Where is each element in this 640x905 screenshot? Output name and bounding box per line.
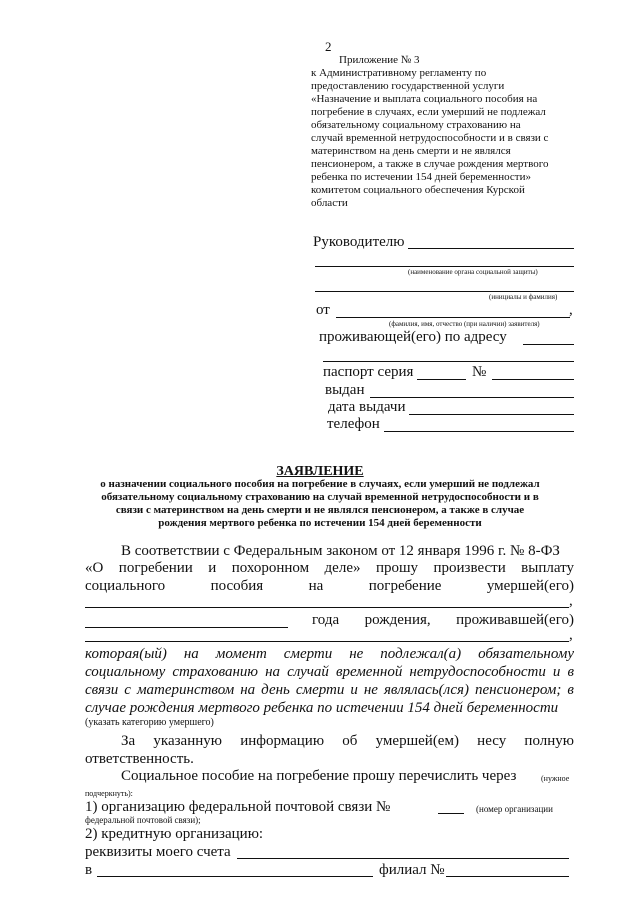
italic-line: случае рождения мертвого ребенка по истечении 154 дней беременности [85,700,559,716]
word: обязательному [478,646,574,662]
word: которая(ый) [85,646,167,662]
word: смерти [295,682,345,698]
annex-title: Приложение № 3 [339,54,420,66]
annex-line: комитетом социального обеспечения Курской [311,184,525,196]
bank-name-field[interactable] [97,876,373,877]
word: временной [335,664,403,680]
word: и [350,682,358,698]
word: проживавшей(его) [456,612,574,628]
branch-number-field[interactable] [446,876,569,877]
initials-field[interactable] [315,291,574,292]
body-line-justified [312,612,574,629]
annex-line: ребенка по истечении 154 дней беременности» [311,171,531,183]
word: погребении [118,560,193,576]
postal-number-field[interactable] [438,813,464,814]
word: произвести [433,560,506,576]
word: об [342,733,358,749]
phone-label: телефон [327,416,380,432]
from-field[interactable] [336,317,570,318]
annex-line: области [311,197,348,209]
annex-line: предоставлению государственной услуги [311,80,505,92]
word: день [261,682,290,698]
residing-label: проживающей(его) по адресу [319,329,507,345]
statement-subtitle-line: обязательному социальному страхованию на случай временной нетрудоспособности и в [101,491,539,503]
word: и [208,560,217,576]
word: в [567,664,574,680]
word: случай [287,664,329,680]
deceased-address-field[interactable] [85,641,569,642]
annex-line: «Назначение и выплата социального пособия на [311,93,538,105]
word: выплату [521,560,574,576]
initials-caption: (инициалы и фамилия) [489,293,558,301]
transfer-note: (нужное [541,774,570,783]
passport-label: паспорт серия [323,364,414,380]
word: на [265,664,281,680]
transfer-note: подчеркнуть): [85,789,133,798]
statement-subtitle-line: о назначении социального пособия на погребение в случаях, если умерший не подлежал [100,478,540,490]
word: подлежал(а) [380,646,462,662]
issued-label: выдан [325,382,365,398]
word: страхованию [172,664,259,680]
word: связи [85,682,119,698]
passport-number-field[interactable] [492,379,574,380]
statement-subtitle-line: рождения мертвого ребенка по истечении 154 дней беременности [158,517,482,529]
word: нетрудоспособности [409,664,546,680]
category-caption: (указать категорию умершего) [85,717,214,728]
italic-line [85,646,574,663]
word: с [124,682,131,698]
comma: , [569,627,573,643]
word: пенсионером; [475,682,562,698]
word: не [349,646,364,662]
number-label: № [472,364,487,380]
word: материнством [136,682,235,698]
branch-label: филиал № [379,862,445,878]
passport-series-field[interactable] [417,379,466,380]
word: на [183,646,199,662]
head-field[interactable] [408,248,574,249]
word: умершей(его) [486,578,574,594]
annex-line: пенсионером, а также в случае рождения мертвого [311,158,549,170]
italic-line [85,664,574,681]
statement-subtitle-line: связи с материнством на день смерти и не являлся пенсионером, а также в случае [115,504,525,516]
account-field[interactable] [237,858,569,859]
org-caption: (наименование органа социальной защиты) [408,268,538,276]
birth-year-field[interactable] [85,627,288,628]
issue-date-field[interactable] [409,414,574,415]
option-postal-note: (номер организации [476,804,553,814]
body-line: В соответствии с Федеральным законом от 12 января 1996 г. № 8-ФЗ [121,543,560,559]
annex-line: к Административному регламенту по [311,67,487,79]
annex-line: обязательному социальному страхованию на [311,119,521,131]
head-label: Руководителю [313,234,405,250]
from-label: от [316,302,330,318]
word: года [312,612,340,628]
word: похоронном [231,560,310,576]
word: несу [477,733,507,749]
annex-line: погребение в случаях, если умерший не подлежал [311,106,546,118]
annex-line: случай временной нетрудоспособности и в связи с [311,132,549,144]
from-comma: , [569,302,573,318]
word: умершей(ем) [375,733,459,749]
word: указанную [153,733,222,749]
transfer-line: Социальное пособие на погребение прошу перечислить через [121,768,517,784]
word: информацию [240,733,325,749]
word: на [308,578,324,594]
statement-title: ЗАЯВЛЕНИЕ [276,464,364,479]
word: «О [85,560,104,576]
italic-line [85,682,574,699]
option-bank[interactable]: 2) кредитную организацию: [85,826,264,842]
word: в [567,682,574,698]
body-line-justified [85,560,574,577]
word: деле» [324,560,361,576]
body-line: ответственность. [85,751,194,767]
org-field[interactable] [315,266,574,267]
annex-line: материнством на день смерти и не являлся [311,145,511,157]
word: полную [524,733,574,749]
word: рождения, [364,612,431,628]
option-postal-note: федеральной почтовой связи); [85,815,201,825]
issued-field[interactable] [370,397,574,398]
issue-date-label: дата выдачи [328,399,406,415]
in-label: в [85,862,93,878]
word: не [363,682,378,698]
word: пособия [210,578,264,594]
account-label: реквизиты моего счета [85,844,231,860]
word: социального [85,578,166,594]
word: прошу [375,560,419,576]
page-number: 2 [325,39,332,54]
word: погребение [368,578,442,594]
phone-field[interactable] [384,431,574,432]
address-field[interactable] [523,344,574,345]
body-line-justified [85,578,574,595]
body-line-justified [121,733,574,750]
word: момент [215,646,267,662]
word: и [552,664,561,680]
word: социальному [85,664,166,680]
fio-caption: (фамилия, имя, отчество (при наличии) заявителя) [389,320,540,328]
word: на [240,682,256,698]
word: За [121,733,136,749]
comma: , [569,593,573,609]
deceased-name-field[interactable] [85,607,569,608]
word: смерти [283,646,333,662]
address-field-2[interactable] [323,361,574,362]
word: являлась(лся) [383,682,470,698]
option-postal[interactable]: 1) организацию федеральной почтовой связи № [85,799,391,815]
